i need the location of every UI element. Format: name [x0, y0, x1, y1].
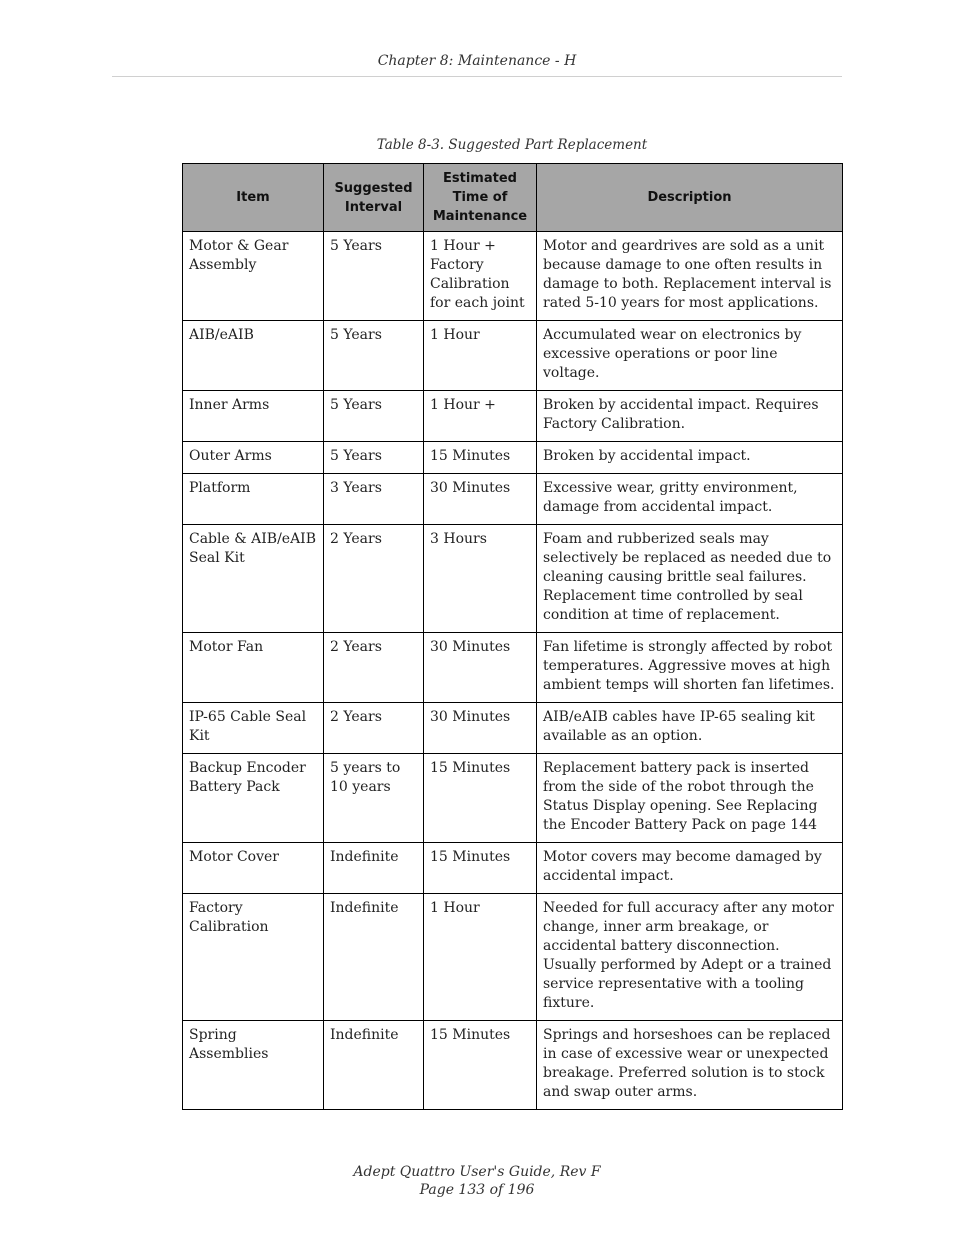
cell-description: Motor covers may become damaged by accidental impact.: [537, 843, 843, 894]
column-header-item: Item: [183, 164, 324, 232]
cell-interval: 5 Years: [324, 321, 424, 391]
cell-interval: 5 Years: [324, 232, 424, 321]
cell-time: 1 Hour +: [424, 391, 537, 442]
cell-interval: 5 Years: [324, 391, 424, 442]
table-row: [183, 321, 843, 391]
table-row: [183, 525, 843, 633]
footer-page-number: Page 133 of 196: [419, 1182, 535, 1198]
cell-description: Accumulated wear on electronics by excessive operations or poor line voltage.: [537, 321, 843, 391]
cell-item: Platform: [183, 474, 324, 525]
cell-description: Fan lifetime is strongly affected by robot temperatures. Aggressive moves at high ambient temps will shorten fan lifetimes.: [537, 633, 843, 703]
table-row: [183, 391, 843, 442]
cell-time: 15 Minutes: [424, 1021, 537, 1110]
cell-item: Outer Arms: [183, 442, 324, 474]
cell-description: Springs and horseshoes can be replaced in case of excessive wear or unexpected breakage. Preferred solution is to stock and swap outer arms.: [537, 1021, 843, 1110]
cell-interval: 2 Years: [324, 633, 424, 703]
table-row: [183, 232, 843, 321]
cell-item: AIB/eAIB: [183, 321, 324, 391]
cell-interval: Indefinite: [324, 894, 424, 1021]
table-row: [183, 843, 843, 894]
cell-item: IP-65 Cable Seal Kit: [183, 703, 324, 754]
table-row: [183, 894, 843, 1021]
cell-time: 30 Minutes: [424, 474, 537, 525]
cell-description: Foam and rubberized seals may selectively be replaced as needed due to cleaning causing brittle seal failures. Replacement time controlled by seal condition at time of replacement.: [537, 525, 843, 633]
cell-interval: 2 Years: [324, 525, 424, 633]
cell-time: 15 Minutes: [424, 442, 537, 474]
cell-interval: 3 Years: [324, 474, 424, 525]
cell-item: Motor & Gear Assembly: [183, 232, 324, 321]
cell-time: 15 Minutes: [424, 843, 537, 894]
cell-description: Motor and geardrives are sold as a unit because damage to one often results in damage to both. Replacement interval is rated 5-10 years for most applications.: [537, 232, 843, 321]
cell-description: Broken by accidental impact.: [537, 442, 843, 474]
cell-interval: 5 Years: [324, 442, 424, 474]
column-header-time: Estimated Time of Maintenance: [424, 164, 537, 232]
cell-time: 1 Hour: [424, 321, 537, 391]
table-row: [183, 754, 843, 843]
cell-item: Motor Fan: [183, 633, 324, 703]
page-header-chapter: Chapter 8: Maintenance - H: [377, 53, 577, 69]
cell-description: Broken by accidental impact. Requires Factory Calibration.: [537, 391, 843, 442]
cell-description: Replacement battery pack is inserted from the side of the robot through the Status Display opening. See Replacing the Encoder Battery Pack on page 144: [537, 754, 843, 843]
cell-interval: 2 Years: [324, 703, 424, 754]
footer-guide-title: Adept Quattro User's Guide, Rev F: [353, 1164, 601, 1180]
cell-time: 30 Minutes: [424, 703, 537, 754]
cell-time: 30 Minutes: [424, 633, 537, 703]
cell-interval: Indefinite: [324, 1021, 424, 1110]
header-divider: [112, 76, 842, 77]
cell-interval: 5 years to 10 years: [324, 754, 424, 843]
cell-item: Backup Encoder Battery Pack: [183, 754, 324, 843]
cell-time: 1 Hour + Factory Calibration for each joint: [424, 232, 537, 321]
cell-description: Needed for full accuracy after any motor change, inner arm breakage, or accidental battery disconnection. Usually performed by Adept or a trained service representative with a tooling fixture.: [537, 894, 843, 1021]
cell-time: 3 Hours: [424, 525, 537, 633]
cell-description: AIB/eAIB cables have IP-65 sealing kit available as an option.: [537, 703, 843, 754]
cell-item: Factory Calibration: [183, 894, 324, 1021]
table-row: [183, 442, 843, 474]
table-row: [183, 633, 843, 703]
part-replacement-table: [182, 163, 843, 1110]
table-row: [183, 1021, 843, 1110]
column-header-description: Description: [537, 164, 843, 232]
cell-item: Inner Arms: [183, 391, 324, 442]
table-row: [183, 703, 843, 754]
cell-interval: Indefinite: [324, 843, 424, 894]
cell-time: 15 Minutes: [424, 754, 537, 843]
cell-item: Motor Cover: [183, 843, 324, 894]
cell-item: Spring Assemblies: [183, 1021, 324, 1110]
page-footer: [0, 1163, 954, 1199]
cell-item: Cable & AIB/eAIB Seal Kit: [183, 525, 324, 633]
column-header-interval: Suggested Interval: [324, 164, 424, 232]
cell-time: 1 Hour: [424, 894, 537, 1021]
table-header-row: [183, 164, 843, 232]
cell-description: Excessive wear, gritty environment, damage from accidental impact.: [537, 474, 843, 525]
table-row: [183, 474, 843, 525]
table-caption: Table 8-3. Suggested Part Replacement: [376, 137, 648, 153]
